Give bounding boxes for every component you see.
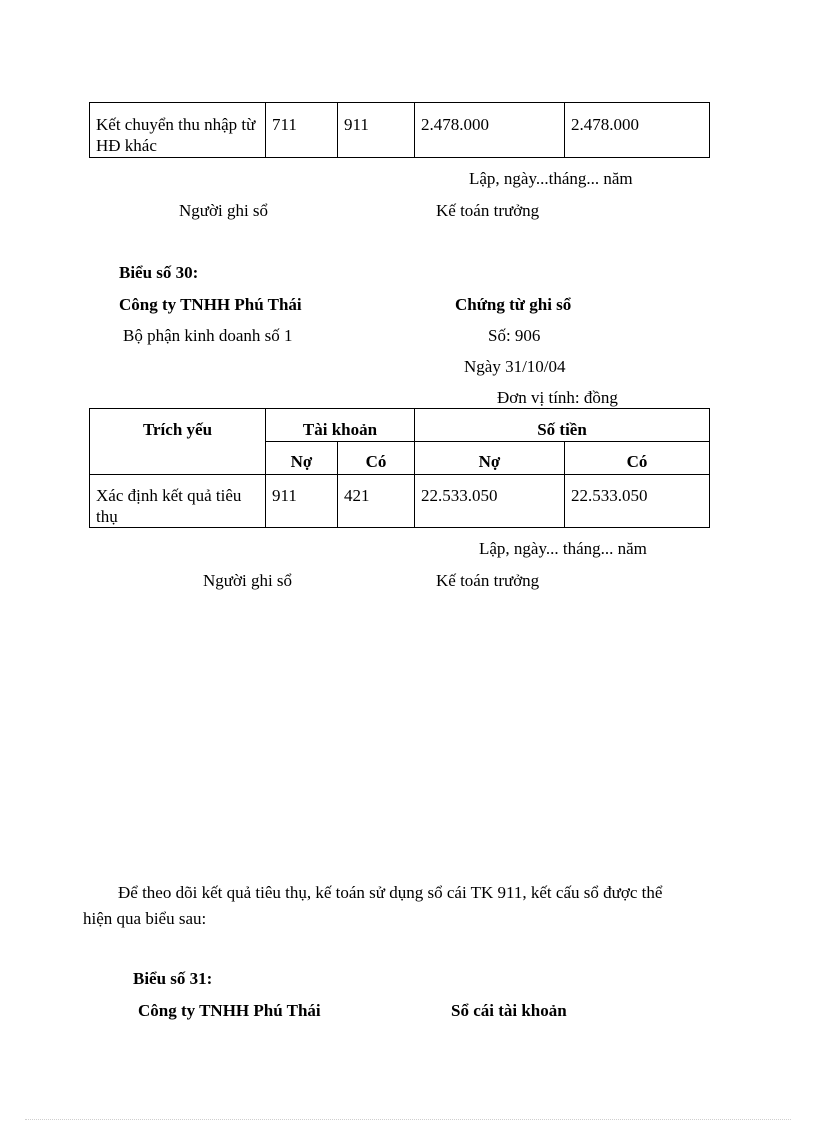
form-label: Biểu số 30: — [119, 263, 199, 282]
table-header-row — [90, 409, 710, 442]
debit-account-cell: 711 — [266, 103, 338, 158]
paragraph-line-1: Để theo dõi kết quả tiêu thụ, kế toán sử dụng sổ cái TK 911, kết cấu sổ được thể — [118, 883, 663, 902]
table-row — [90, 103, 710, 158]
credit-account-cell: 421 — [338, 475, 415, 528]
ledger-title: Sổ cái tài khoản — [451, 1001, 567, 1020]
voucher-table — [89, 408, 710, 528]
account-header: Tài khoản — [266, 409, 415, 442]
debit-amount-cell: 22.533.050 — [415, 475, 565, 528]
amount-header: Số tiền — [415, 409, 710, 442]
document-title: Chứng từ ghi sổ — [455, 295, 572, 314]
summary-header: Trích yếu — [90, 409, 266, 475]
date-line: Lập, ngày...tháng... năm — [469, 169, 633, 188]
summary-cell: Kết chuyển thu nhập từ HĐ khác — [90, 103, 266, 158]
ledger-table-continued — [89, 102, 710, 158]
page-bottom-divider — [25, 1119, 791, 1120]
account-debit-header: Nợ — [266, 442, 338, 475]
debit-amount-cell: 2.478.000 — [415, 103, 565, 158]
form-label: Biểu số 31: — [133, 969, 213, 988]
recorder-label: Người ghi sổ — [179, 201, 269, 220]
amount-debit-header: Nợ — [415, 442, 565, 475]
credit-amount-cell: 2.478.000 — [565, 103, 710, 158]
table-row — [90, 475, 710, 528]
chief-accountant-label: Kế toán trưởng — [436, 201, 540, 220]
amount-credit-header: Có — [565, 442, 710, 475]
currency-unit: Đơn vị tính: đồng — [497, 388, 618, 407]
department-name: Bộ phận kinh doanh số 1 — [123, 326, 293, 345]
chief-accountant-label: Kế toán trưởng — [436, 571, 540, 590]
company-name: Công ty TNHH Phú Thái — [119, 295, 302, 314]
credit-account-cell: 911 — [338, 103, 415, 158]
paragraph-line-2: hiện qua biểu sau: — [83, 909, 207, 928]
document-date: Ngày 31/10/04 — [464, 357, 566, 376]
debit-account-cell: 911 — [266, 475, 338, 528]
date-line: Lập, ngày... tháng... năm — [479, 539, 647, 558]
recorder-label: Người ghi sổ — [203, 571, 293, 590]
document-number: Số: 906 — [488, 326, 541, 345]
account-credit-header: Có — [338, 442, 415, 475]
credit-amount-cell: 22.533.050 — [565, 475, 710, 528]
summary-cell: Xác định kết quả tiêu thụ — [90, 475, 266, 528]
company-name: Công ty TNHH Phú Thái — [138, 1001, 321, 1020]
